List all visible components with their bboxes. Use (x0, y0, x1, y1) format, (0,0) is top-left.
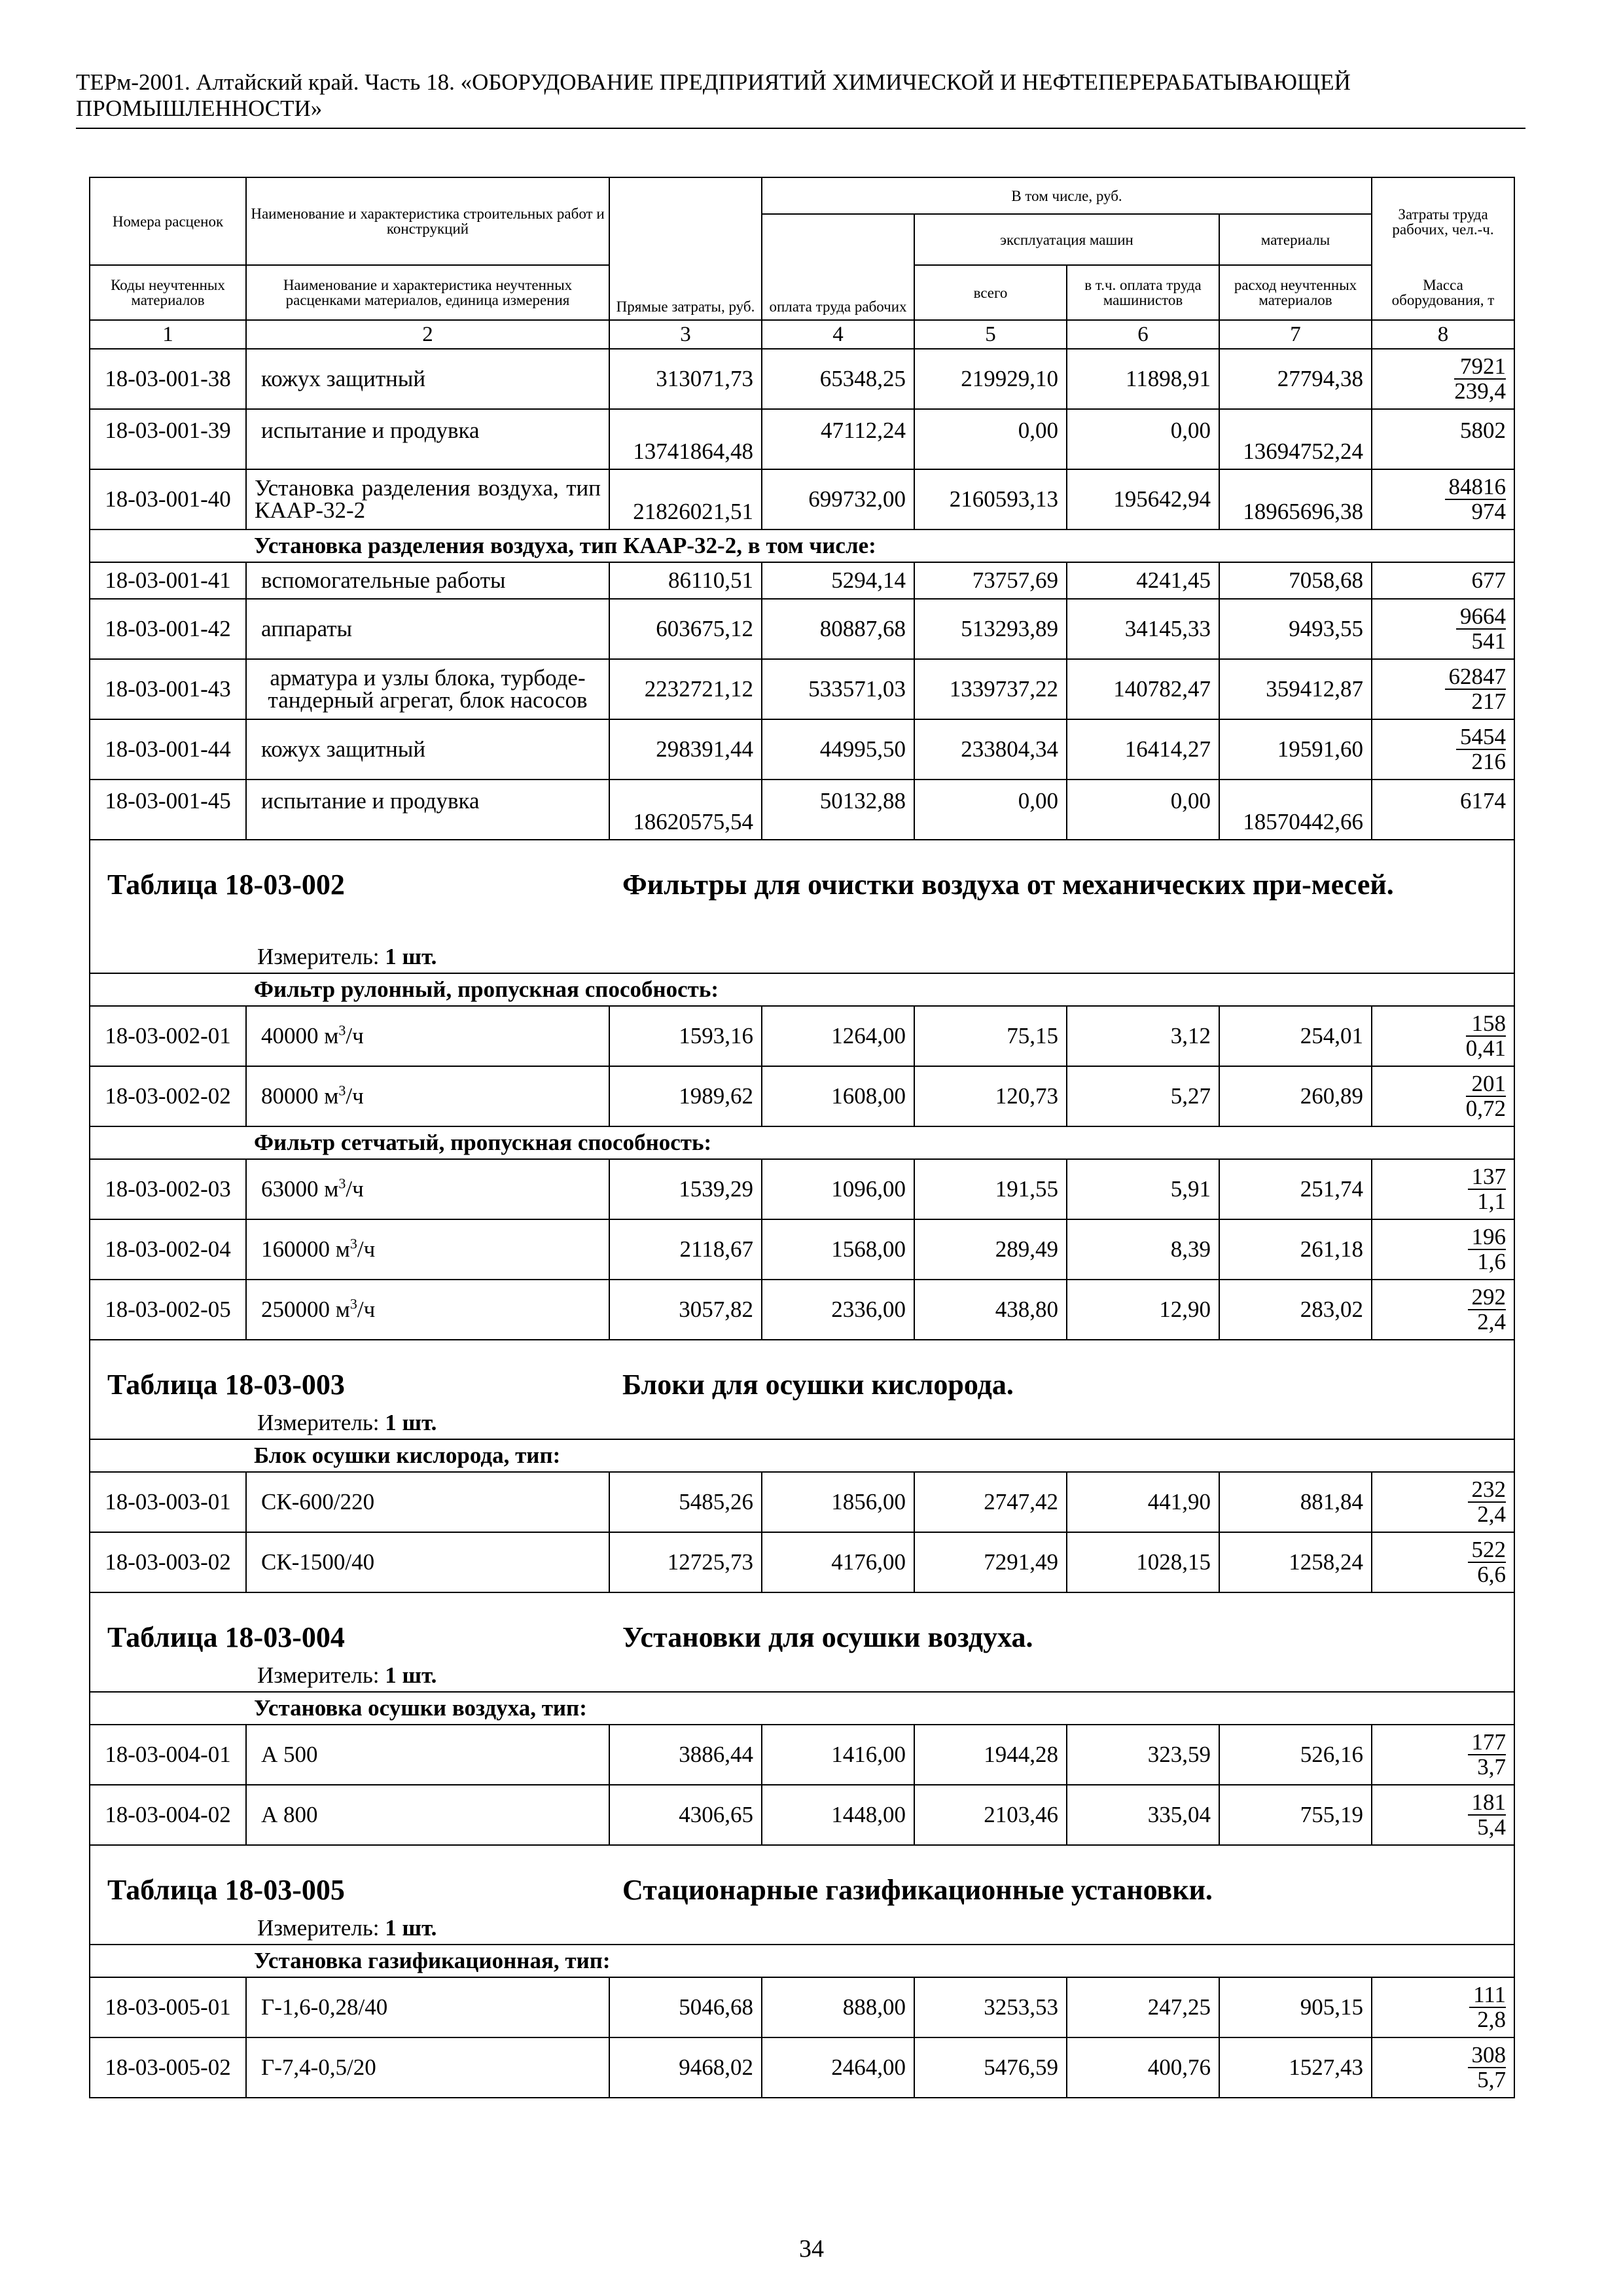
rate-name: испытание и продувка (246, 780, 609, 840)
materials: 526,16 (1219, 1725, 1372, 1785)
group-heading: Установка разделения воздуха, тип КААР-32-2, в том числе: (246, 529, 1514, 562)
wages: 1448,00 (762, 1785, 914, 1845)
labor-mass (1372, 719, 1514, 780)
materials: 1527,43 (1219, 2037, 1372, 2098)
table-heading-cell (90, 1592, 1514, 1692)
wages: 44995,50 (762, 719, 914, 780)
operators: 12,90 (1067, 1280, 1219, 1340)
rate-name: арматура и узлы блока, турбоде-тандерный агрегат, блок насосов (246, 659, 609, 719)
column-number: 8 (1372, 320, 1514, 349)
operators: 3,12 (1067, 1006, 1219, 1066)
materials: 9493,55 (1219, 599, 1372, 659)
mass: 239,4 (1454, 378, 1507, 404)
wages: 65348,25 (762, 349, 914, 409)
materials: 283,02 (1219, 1280, 1372, 1340)
mass: 216 (1471, 749, 1507, 774)
capacity: 40000 (261, 1023, 319, 1049)
measure-line (257, 1662, 437, 1689)
table-row (90, 1219, 1514, 1280)
page-number: 34 (799, 2235, 824, 2263)
group-heading: Фильтр сетчатый, пропускная способность: (246, 1126, 1514, 1159)
rate-code: 18-03-001-38 (90, 349, 246, 409)
machines: 1944,28 (914, 1725, 1067, 1785)
table-row (90, 1472, 1514, 1532)
header-naimenovanie-neuchtennyh: Наименование и характеристика неучтенных расценками материалов, единица измерения (246, 265, 609, 320)
operators: 5,27 (1067, 1066, 1219, 1126)
wages: 2464,00 (762, 2037, 914, 2098)
table-row (90, 659, 1514, 719)
group-spacer (90, 1126, 246, 1159)
operators: 34145,33 (1067, 599, 1219, 659)
labor-mass (1372, 2037, 1514, 2098)
table-row (90, 1977, 1514, 2037)
table-row (90, 1159, 1514, 1219)
mass: 5,4 (1477, 1814, 1507, 1840)
wages: 1608,00 (762, 1066, 914, 1126)
direct-cost: 3886,44 (609, 1725, 762, 1785)
wages: 888,00 (762, 1977, 914, 2037)
labor: 62847 (1445, 665, 1507, 690)
group-spacer (90, 1945, 246, 1977)
labor-mass (1372, 1159, 1514, 1219)
wages: 1856,00 (762, 1472, 914, 1532)
wages: 1568,00 (762, 1219, 914, 1280)
table-row (90, 1785, 1514, 1845)
labor: 5802 (1372, 409, 1514, 469)
machines: 120,73 (914, 1066, 1067, 1126)
labor: 6174 (1372, 780, 1514, 840)
mass: 3,7 (1477, 1754, 1507, 1780)
labor-mass (1372, 1532, 1514, 1592)
table-number: Таблица 18-03-002 (107, 869, 345, 901)
table-row (90, 469, 1514, 529)
machines: 191,55 (914, 1159, 1067, 1219)
table-row (90, 2037, 1514, 2098)
group-spacer (90, 1439, 246, 1472)
group-heading: Блок осушки кислорода, тип: (246, 1439, 1514, 1472)
direct-cost: 9468,02 (609, 2037, 762, 2098)
rate-name: Г-7,4-0,5/20 (246, 2037, 609, 2098)
rate-name: Установка разделения воздуха, тип КААР-32-2 (246, 469, 609, 529)
table-heading-cell (90, 1845, 1514, 1945)
measure-label: Измеритель: (257, 1915, 380, 1941)
header-materialy: материалы (1219, 214, 1372, 265)
machines: 219929,10 (914, 349, 1067, 409)
rate-name: Г-1,6-0,28/40 (246, 1977, 609, 2037)
measure-label: Измеритель: (257, 1662, 380, 1688)
operators: 0,00 (1067, 780, 1219, 840)
mass: 2,8 (1477, 2007, 1507, 2032)
labor: 158 (1466, 1012, 1506, 1037)
group-spacer (90, 973, 246, 1006)
rate-code: 18-03-002-03 (90, 1159, 246, 1219)
labor: 137 (1468, 1165, 1507, 1190)
column-number: 5 (914, 320, 1067, 349)
labor: 308 (1468, 2043, 1507, 2068)
operators: 195642,94 (1067, 469, 1219, 529)
header-rule (76, 128, 1525, 129)
mass: 541 (1471, 628, 1507, 654)
table-heading-004 (90, 1592, 1514, 1692)
operators: 335,04 (1067, 1785, 1219, 1845)
machines: 513293,89 (914, 599, 1067, 659)
rate-name: кожух защитный (246, 719, 609, 780)
mass: 2,4 (1477, 1501, 1507, 1527)
materials: 905,15 (1219, 1977, 1372, 2037)
labor-mass (1372, 1280, 1514, 1340)
table-row (90, 1066, 1514, 1126)
direct-cost: 603675,12 (609, 599, 762, 659)
rate-code: 18-03-001-39 (90, 409, 246, 469)
machines: 2747,42 (914, 1472, 1067, 1532)
direct-cost: 1593,16 (609, 1006, 762, 1066)
labor-mass (1372, 599, 1514, 659)
rate-code: 18-03-002-02 (90, 1066, 246, 1126)
table-row (90, 562, 1514, 599)
labor: 181 (1468, 1791, 1507, 1816)
measure-value: 1 шт. (385, 944, 437, 969)
machines: 1339737,22 (914, 659, 1067, 719)
table-row (90, 409, 1514, 469)
labor-mass (1372, 1977, 1514, 2037)
rate-name: аппараты (246, 599, 609, 659)
table-title: Установки для осушки воздуха. (622, 1621, 1033, 1653)
machines: 0,00 (914, 780, 1067, 840)
machines: 2103,46 (914, 1785, 1067, 1845)
mass: 0,41 (1465, 1035, 1507, 1061)
labor-mass (1372, 1066, 1514, 1126)
labor-mass (1372, 1006, 1514, 1066)
materials: 881,84 (1219, 1472, 1372, 1532)
direct-cost: 2118,67 (609, 1219, 762, 1280)
table-heading-cell (90, 1340, 1514, 1439)
machines: 233804,34 (914, 719, 1067, 780)
materials: 251,74 (1219, 1159, 1372, 1219)
machines: 75,15 (914, 1006, 1067, 1066)
table-heading-003 (90, 1340, 1514, 1439)
capacity: 160000 (261, 1236, 330, 1262)
direct-cost: 313071,73 (609, 349, 762, 409)
measure-label: Измеритель: (257, 944, 380, 969)
wages: 80887,68 (762, 599, 914, 659)
operators: 4241,45 (1067, 562, 1219, 599)
rate-name: 250000 $м^3/ч$ (246, 1280, 609, 1340)
table-heading-cell (90, 840, 1514, 973)
column-number: 2 (246, 320, 609, 349)
materials: 13694752,24 (1219, 409, 1372, 469)
rate-code: 18-03-001-44 (90, 719, 246, 780)
rates-table (89, 177, 1515, 2098)
labor-mass (1372, 1219, 1514, 1280)
running-header (76, 69, 1525, 122)
rate-code: 18-03-001-45 (90, 780, 246, 840)
column-number: 1 (90, 320, 246, 349)
machines: 73757,69 (914, 562, 1067, 599)
header-oplata: оплата труда рабочих (762, 214, 914, 320)
labor: 111 (1469, 1983, 1506, 2008)
running-header-line-1: ТЕРм-2001. Алтайский край. Часть 18. «ОБОРУДОВАНИЕ ПРЕДПРИЯТИЙ ХИМИЧЕСКОЙ И НЕФТЕПЕРЕРАБАТЫВАЮЩЕЙ (76, 69, 1351, 95)
rate-name: СК-600/220 (246, 1472, 609, 1532)
rate-name: 80000 $м^3/ч$ (246, 1066, 609, 1126)
wages: 1264,00 (762, 1006, 914, 1066)
table-row (90, 349, 1514, 409)
rate-code: 18-03-002-04 (90, 1219, 246, 1280)
table-title: Стационарные газификационные установки. (622, 1874, 1213, 1906)
measure-line (257, 944, 437, 970)
rate-name: А 800 (246, 1785, 609, 1845)
mass: 1,1 (1477, 1189, 1507, 1214)
header-nomera: Номера расценок (90, 177, 246, 265)
column-number: 7 (1219, 320, 1372, 349)
rate-code: 18-03-005-02 (90, 2037, 246, 2098)
rate-name: кожух защитный (246, 349, 609, 409)
measure-line (257, 1915, 437, 1941)
materials: 18570442,66 (1219, 780, 1372, 840)
group-spacer (90, 529, 246, 562)
group-heading: Установка осушки воздуха, тип: (246, 1692, 1514, 1725)
wages: 5294,14 (762, 562, 914, 599)
direct-cost: 5485,26 (609, 1472, 762, 1532)
table-heading-002 (90, 840, 1514, 973)
table-row (90, 1280, 1514, 1340)
operators: 400,76 (1067, 2037, 1219, 2098)
table-heading-005 (90, 1845, 1514, 1945)
direct-cost: 12725,73 (609, 1532, 762, 1592)
operators: 140782,47 (1067, 659, 1219, 719)
column-numbers-row (90, 320, 1514, 349)
measure-value: 1 шт. (385, 1662, 437, 1688)
labor: 5454 (1456, 725, 1506, 750)
rate-name: А 500 (246, 1725, 609, 1785)
header-in-total: В том числе, руб. (762, 177, 1372, 214)
header-pryamye: Прямые затраты, руб. (609, 177, 762, 320)
rate-name: вспомогательные работы (246, 562, 609, 599)
materials: 27794,38 (1219, 349, 1372, 409)
machines: 7291,49 (914, 1532, 1067, 1592)
operators: 0,00 (1067, 409, 1219, 469)
operators: 5,91 (1067, 1159, 1219, 1219)
header-v-tch: в т.ч. оплата труда машинистов (1067, 265, 1219, 320)
materials: 260,89 (1219, 1066, 1372, 1126)
labor: 7921 (1454, 355, 1506, 380)
header-vsego: всего (914, 265, 1067, 320)
running-header-line-2: ПРОМЫШЛЕННОСТИ» (76, 96, 323, 121)
group-spacer (90, 1692, 246, 1725)
measure-value: 1 шт. (385, 1410, 437, 1435)
labor-mass (1372, 349, 1514, 409)
direct-cost: 2232721,12 (609, 659, 762, 719)
header-zatraty: Затраты труда рабочих, чел.-ч. (1372, 177, 1514, 265)
machines: 0,00 (914, 409, 1067, 469)
direct-cost: 298391,44 (609, 719, 762, 780)
mass: 217 (1471, 689, 1507, 714)
table-title: Блоки для осушки кислорода. (622, 1369, 1014, 1401)
rate-name: испытание и продувка (246, 409, 609, 469)
header-rashod: расход неучтенных материалов (1219, 265, 1372, 320)
machines: 289,49 (914, 1219, 1067, 1280)
capacity: 80000 (261, 1083, 319, 1109)
rate-code: 18-03-001-41 (90, 562, 246, 599)
rate-code: 18-03-004-02 (90, 1785, 246, 1845)
operators: 1028,15 (1067, 1532, 1219, 1592)
rate-code: 18-03-002-01 (90, 1006, 246, 1066)
mass: 5,7 (1477, 2067, 1507, 2092)
rate-code: 18-03-001-42 (90, 599, 246, 659)
materials: 19591,60 (1219, 719, 1372, 780)
header-kody: Коды неучтенных материалов (90, 265, 246, 320)
direct-cost: 13741864,48 (609, 409, 762, 469)
table-number: Таблица 18-03-005 (107, 1874, 345, 1906)
direct-cost: 4306,65 (609, 1785, 762, 1845)
operators: 16414,27 (1067, 719, 1219, 780)
labor: 177 (1468, 1731, 1507, 1755)
wages: 4176,00 (762, 1532, 914, 1592)
labor: 522 (1468, 1538, 1507, 1563)
rate-code: 18-03-002-05 (90, 1280, 246, 1340)
wages: 47112,24 (762, 409, 914, 469)
rate-code: 18-03-004-01 (90, 1725, 246, 1785)
operators: 11898,91 (1067, 349, 1219, 409)
machines: 438,80 (914, 1280, 1067, 1340)
labor: 84816 (1445, 475, 1507, 500)
column-number: 4 (762, 320, 914, 349)
labor-mass (1372, 469, 1514, 529)
rate-name: 40000 $м^3/ч$ (246, 1006, 609, 1066)
wages: 533571,03 (762, 659, 914, 719)
measure-line (257, 1410, 437, 1436)
mass: 0,72 (1465, 1096, 1507, 1121)
mass: 6,6 (1477, 1562, 1507, 1587)
mass: 974 (1471, 499, 1507, 524)
rate-name: СК-1500/40 (246, 1532, 609, 1592)
materials: 7058,68 (1219, 562, 1372, 599)
rate-code: 18-03-003-01 (90, 1472, 246, 1532)
rate-code: 18-03-003-02 (90, 1532, 246, 1592)
direct-cost: 1989,62 (609, 1066, 762, 1126)
machines: 3253,53 (914, 1977, 1067, 2037)
operators: 8,39 (1067, 1219, 1219, 1280)
mass: 2,4 (1477, 1309, 1507, 1335)
table-title: Фильтры для очистки воздуха от механических при-месей. (622, 869, 1394, 901)
machines: 5476,59 (914, 2037, 1067, 2098)
materials: 755,19 (1219, 1785, 1372, 1845)
wages: 699732,00 (762, 469, 914, 529)
labor: 9664 (1456, 605, 1506, 630)
group-heading: Установка газификационная, тип: (246, 1945, 1514, 1977)
column-number: 3 (609, 320, 762, 349)
direct-cost: 5046,68 (609, 1977, 762, 2037)
labor: 232 (1468, 1478, 1507, 1503)
direct-cost: 18620575,54 (609, 780, 762, 840)
table-row (90, 599, 1514, 659)
labor-mass (1372, 1472, 1514, 1532)
group-heading: Фильтр рулонный, пропускная способность: (246, 973, 1514, 1006)
table-row (90, 1532, 1514, 1592)
header-naimenovanie: Наименование и характеристика строительных работ и конструкций (246, 177, 609, 265)
wages: 50132,88 (762, 780, 914, 840)
rate-code: 18-03-005-01 (90, 1977, 246, 2037)
measure-label: Измеритель: (257, 1410, 380, 1435)
rate-name: 160000 $м^3/ч$ (246, 1219, 609, 1280)
materials: 1258,24 (1219, 1532, 1372, 1592)
rate-code: 18-03-001-40 (90, 469, 246, 529)
labor-mass (1372, 1785, 1514, 1845)
labor: 196 (1468, 1225, 1507, 1250)
operators: 441,90 (1067, 1472, 1219, 1532)
materials: 18965696,38 (1219, 469, 1372, 529)
labor: 677 (1372, 562, 1514, 599)
capacity: 63000 (261, 1176, 319, 1202)
direct-cost: 86110,51 (609, 562, 762, 599)
header-massa: Масса оборудования, т (1372, 265, 1514, 320)
table-row (90, 719, 1514, 780)
materials: 261,18 (1219, 1219, 1372, 1280)
measure-value: 1 шт. (385, 1915, 437, 1941)
capacity: 250000 (261, 1297, 330, 1322)
rate-code: 18-03-001-43 (90, 659, 246, 719)
labor-mass (1372, 659, 1514, 719)
column-number: 6 (1067, 320, 1219, 349)
direct-cost: 3057,82 (609, 1280, 762, 1340)
direct-cost: 21826021,51 (609, 469, 762, 529)
machines: 2160593,13 (914, 469, 1067, 529)
wages: 1096,00 (762, 1159, 914, 1219)
table-number: Таблица 18-03-003 (107, 1369, 345, 1401)
labor: 201 (1466, 1072, 1506, 1097)
operators: 247,25 (1067, 1977, 1219, 2037)
direct-cost: 1539,29 (609, 1159, 762, 1219)
table-row (90, 1006, 1514, 1066)
labor: 292 (1468, 1285, 1507, 1310)
table-row (90, 780, 1514, 840)
header-ekspluatatsiya: эксплуатация машин (914, 214, 1219, 265)
table-number: Таблица 18-03-004 (107, 1621, 345, 1653)
rate-name: 63000 $м^3/ч$ (246, 1159, 609, 1219)
materials: 359412,87 (1219, 659, 1372, 719)
table-row (90, 1725, 1514, 1785)
wages: 2336,00 (762, 1280, 914, 1340)
materials: 254,01 (1219, 1006, 1372, 1066)
wages: 1416,00 (762, 1725, 914, 1785)
labor-mass (1372, 1725, 1514, 1785)
mass: 1,6 (1477, 1249, 1507, 1274)
operators: 323,59 (1067, 1725, 1219, 1785)
